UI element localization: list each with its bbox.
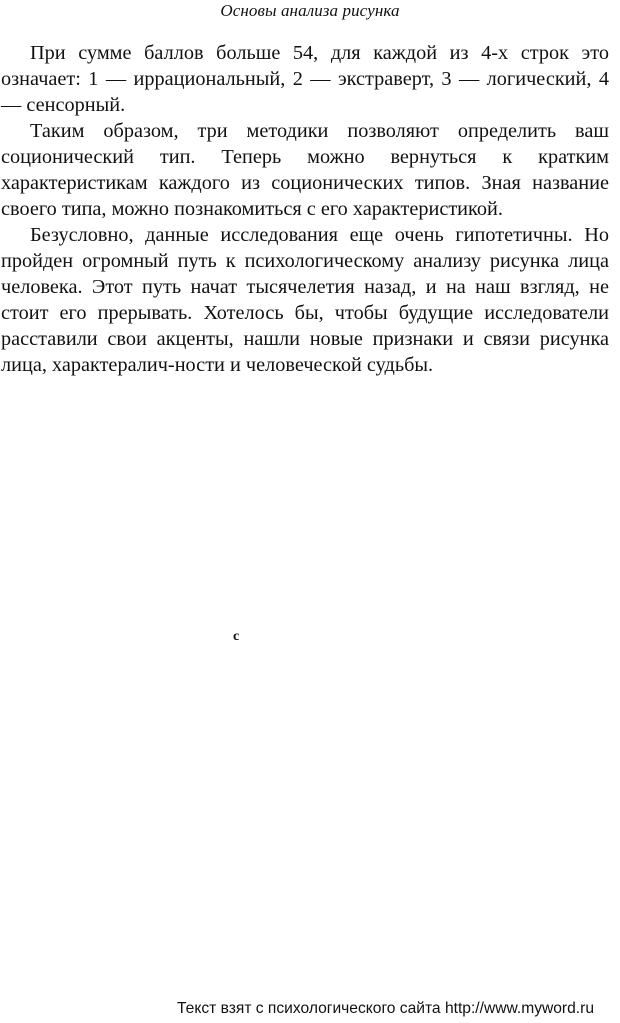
paragraph-conclusion: Безусловно, данные исследования еще очень гипотетичны. Но пройден огромный путь к психологическому анализу рисунка лица человека. Этот путь начат тысячелетия назад, и на наш взгляд, не стоит его прерывать. Хотелось бы, чтобы будущие исследователи расставили свои акценты, нашли новые признаки и связи рисунка лица, характералич-ности и человеческой судьбы. [1,224,609,376]
stray-mark: с [233,629,240,644]
footer-source-note: Текст взят с психологического сайта http://www.myword.ru [177,1000,594,1017]
body-text [1,40,609,378]
paragraph-methods: Таким образом, три методики позволяют определить ваш соционический тип. Теперь можно вернуться к кратким характеристикам каждого из соционических типов. Зная название своего типа, можно познакомиться с его характеристикой. [1,120,609,220]
paragraph-scoring: При сумме баллов больше 54, для каждой из 4-х строк это означает: 1 — иррациональный, 2 — экстраверт, 3 — логический, 4 — сенсорный. [1,42,609,116]
running-header: Основы анализа рисунка [220,1,400,20]
